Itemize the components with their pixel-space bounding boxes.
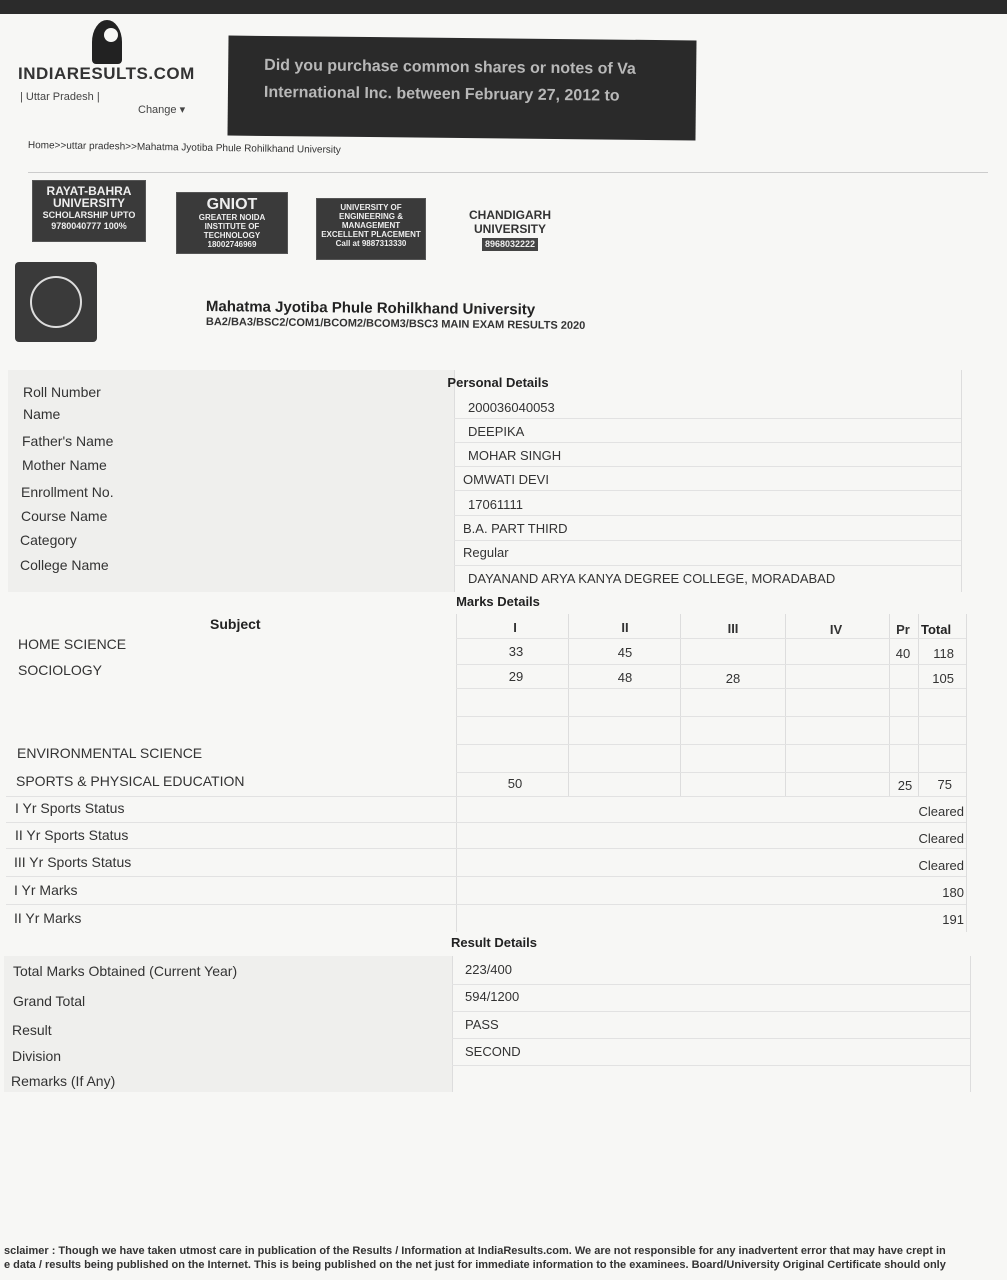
status-value: Cleared	[918, 858, 964, 873]
col-pr: Pr	[896, 622, 910, 637]
ad-text: UNIVERSITY	[52, 196, 125, 210]
ad-text: 18002746969	[207, 240, 257, 249]
ad-banner-line1: Did you purchase common shares or notes of Va	[264, 56, 636, 78]
mark-cell: 50	[507, 776, 523, 791]
ad-text: ENGINEERING &	[338, 212, 403, 221]
division-value: SECOND	[465, 1044, 521, 1059]
ad-text: GREATER NOIDA	[198, 213, 266, 222]
disclaimer-line2: e data / results being published on the Internet. This is being published on the net just for immediate information to the examinees. Board/University Original Certificate should only	[4, 1259, 946, 1271]
status-value: Cleared	[918, 804, 964, 819]
site-logo[interactable]: INDIARESULTS.COM	[18, 64, 195, 83]
mother-name-value: OMWATI DEVI	[463, 472, 549, 487]
col-subject: Subject	[210, 616, 261, 632]
mark-cell: 45	[617, 645, 633, 660]
row-label: Course Name	[21, 508, 108, 524]
mark-cell: 48	[617, 670, 633, 685]
status-label: I Yr Marks	[14, 882, 78, 898]
disclaimer	[4, 1244, 994, 1272]
divider	[28, 172, 988, 173]
row-label: Roll Number	[23, 384, 101, 400]
university-name: Mahatma Jyotiba Phule Rohilkhand University	[205, 298, 536, 319]
disclaimer-line1: sclaimer : Though we have taken utmost care in publication of the Results / Information at IndiaResults.com. We are not responsible for any inadvertent error that may have crept in	[4, 1245, 946, 1257]
state-label: | Uttar Pradesh |	[20, 91, 100, 103]
ad-uem[interactable]	[316, 198, 426, 260]
status-value: 180	[942, 885, 964, 900]
college-value: DAYANAND ARYA KANYA DEGREE COLLEGE, MORADABAD	[468, 571, 836, 586]
ad-text: CHANDIGARH	[469, 208, 551, 222]
row-label: Category	[20, 532, 77, 548]
ad-text: Call at 9887313330	[335, 239, 407, 248]
category-value: Regular	[463, 545, 509, 560]
total-cell: 105	[932, 671, 954, 686]
grand-total-value: 594/1200	[465, 989, 520, 1004]
marks-table	[6, 614, 968, 932]
status-label: III Yr Sports Status	[14, 854, 132, 870]
site-logo-icon	[92, 20, 122, 64]
ad-rayat-bahra[interactable]	[32, 180, 146, 242]
total-marks-value: 223/400	[465, 962, 512, 977]
ad-chandigarh-university[interactable]	[455, 204, 565, 266]
status-label: I Yr Sports Status	[15, 800, 125, 816]
personal-details-heading: Personal Details	[447, 375, 549, 390]
site-logo-dot-icon	[104, 28, 118, 42]
mark-cell: 25	[897, 778, 913, 793]
result-label: Remarks (If Any)	[11, 1073, 116, 1089]
result-value: PASS	[465, 1017, 499, 1032]
col-ii: II	[621, 620, 629, 635]
mark-cell: 33	[508, 644, 524, 659]
ad-text: RAYAT-BAHRA	[46, 184, 132, 198]
row-label: Mother Name	[22, 457, 107, 473]
ad-banner[interactable]	[227, 36, 696, 141]
result-label: Total Marks Obtained (Current Year)	[13, 963, 238, 979]
ad-text: GNIOT	[206, 196, 258, 213]
breadcrumb[interactable]: Home>>uttar pradesh>>Mahatma Jyotiba Phule Rohilkhand University	[27, 140, 341, 156]
col-total: Total	[921, 622, 952, 637]
roll-number-value: 200036040053	[468, 400, 555, 415]
total-cell: 118	[933, 646, 954, 661]
ad-text: UNIVERSITY OF	[340, 203, 402, 212]
ad-text: MANAGEMENT	[341, 221, 401, 230]
ad-text: INSTITUTE OF	[204, 222, 260, 231]
total-cell: 75	[937, 777, 952, 792]
col-i: I	[513, 620, 517, 635]
ad-text: SCHOLARSHIP UPTO	[42, 210, 136, 220]
row-label: Name	[23, 406, 61, 422]
subject-name: SOCIOLOGY	[18, 662, 103, 678]
ad-text: EXCELLENT PLACEMENT	[321, 230, 421, 239]
exam-title: BA2/BA3/BSC2/COM1/BCOM2/BCOM3/BSC3 MAIN EXAM RESULTS 2020	[205, 316, 586, 332]
status-value: 191	[942, 912, 964, 927]
mark-cell: 40	[895, 646, 911, 661]
name-value: DEEPIKA	[468, 424, 525, 439]
result-label: Result	[12, 1022, 52, 1038]
ad-gniot[interactable]	[176, 192, 288, 254]
ad-banner-line2: International Inc. between February 27, 2012 to	[263, 83, 620, 105]
status-label: II Yr Marks	[14, 910, 82, 926]
enrollment-value: 17061111	[468, 497, 523, 512]
row-label: Father's Name	[22, 433, 114, 449]
ad-text: TECHNOLOGY	[203, 231, 261, 240]
subject-name: HOME SCIENCE	[18, 636, 127, 652]
mark-cell: 29	[508, 669, 524, 684]
mark-cell: 28	[725, 671, 741, 686]
result-label: Division	[12, 1048, 62, 1064]
marks-details-heading: Marks Details	[456, 594, 540, 609]
col-iv: IV	[829, 622, 843, 637]
father-name-value: MOHAR SINGH	[468, 448, 562, 463]
result-details-heading: Result Details	[451, 935, 537, 950]
change-state-link[interactable]: Change ▾	[138, 104, 186, 116]
ad-text: 9780040777 100%	[51, 221, 127, 231]
status-label: II Yr Sports Status	[15, 827, 129, 843]
personal-details-table	[8, 370, 970, 592]
row-label: Enrollment No.	[21, 484, 114, 500]
status-value: Cleared	[918, 831, 964, 846]
university-emblem-wheel-icon	[30, 276, 82, 328]
row-label: College Name	[20, 557, 109, 573]
subject-name: ENVIRONMENTAL SCIENCE	[17, 745, 203, 761]
course-value: B.A. PART THIRD	[463, 521, 568, 536]
result-label: Grand Total	[13, 993, 86, 1009]
result-table	[4, 956, 966, 1092]
ad-text: UNIVERSITY	[473, 222, 546, 236]
ad-phone: 8968032222	[482, 238, 538, 251]
subject-name: SPORTS & PHYSICAL EDUCATION	[16, 773, 245, 789]
col-iii: III	[727, 621, 739, 636]
